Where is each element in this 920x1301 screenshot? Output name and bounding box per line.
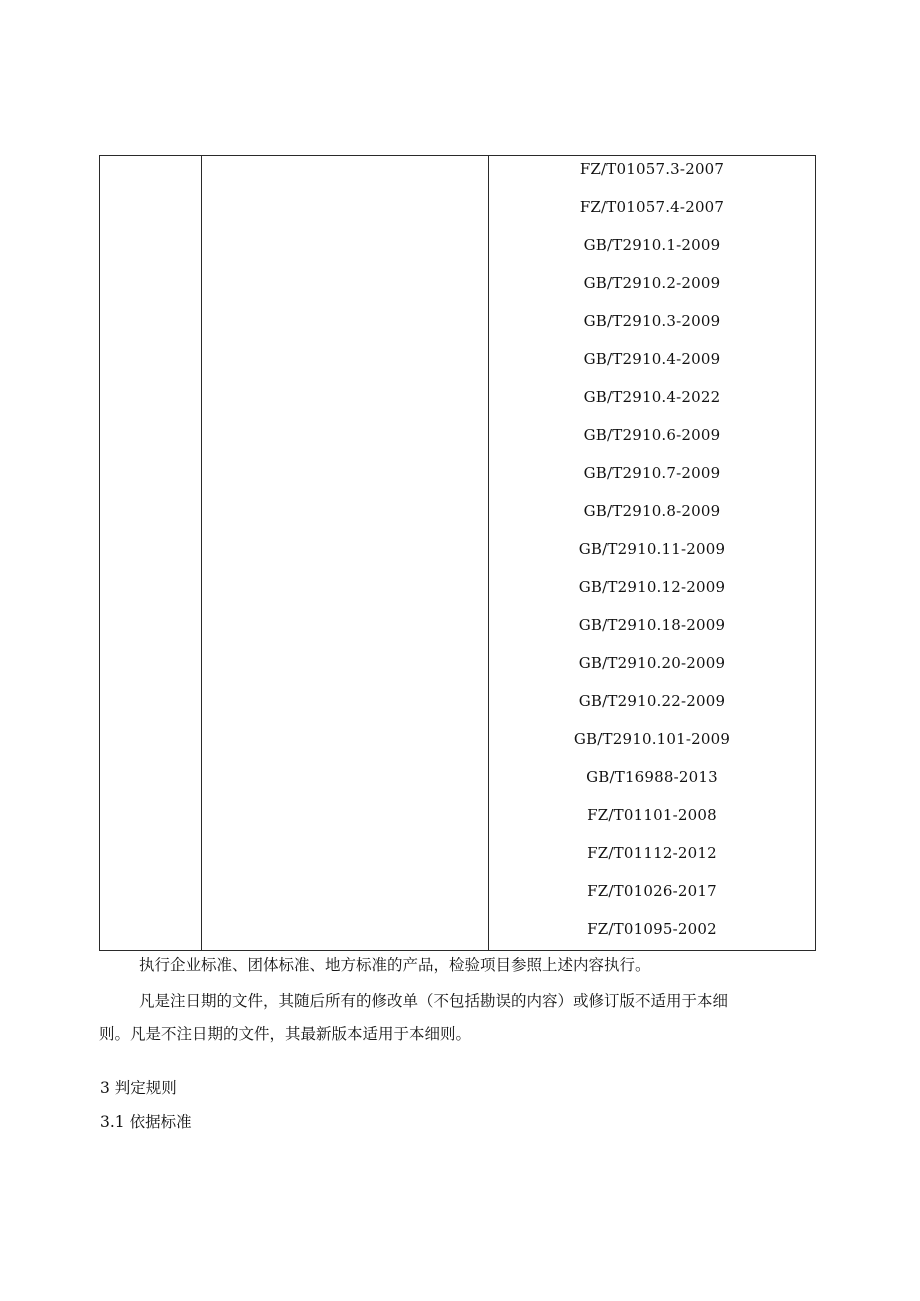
standard-item: GB/T2910.18-2009 [578,616,726,634]
standard-item: GB/T2910.8-2009 [583,502,721,520]
standard-item: FZ/T01101-2008 [587,806,717,824]
standard-item: GB/T2910.6-2009 [583,426,721,444]
section-heading-3: 3 判定规则 [100,1079,177,1097]
standard-item: GB/T2910.7-2009 [583,464,721,482]
standard-item: FZ/T01057.4-2007 [579,198,725,216]
standard-item: GB/T16988-2013 [586,768,718,786]
paragraph-dated-documents-line1: 凡是注日期的文件，其随后所有的修改单（不包括勘误的内容）或修订版不适用于本细 [139,992,729,1010]
standard-item: GB/T2910.4-2009 [583,350,721,368]
standards-table [99,155,816,951]
section-heading-3-1: 3.1 依据标准 [100,1113,192,1131]
standard-item: GB/T2910.11-2009 [578,540,726,558]
standard-item: GB/T2910.3-2009 [583,312,721,330]
standard-item: GB/T2910.4-2022 [583,388,721,406]
standard-item: GB/T2910.1-2009 [583,236,721,254]
paragraph-enterprise-standards: 执行企业标准、团体标准、地方标准的产品，检验项目参照上述内容执行。 [139,956,651,974]
standard-item: FZ/T01095-2002 [587,920,717,938]
standard-item: GB/T2910.101-2009 [573,730,731,748]
standard-item: GB/T2910.20-2009 [578,654,726,672]
paragraph-dated-documents-line2: 则。凡是不注日期的文件，其最新版本适用于本细则。 [99,1025,472,1043]
standard-item: FZ/T01026-2017 [587,882,717,900]
standard-item: FZ/T01057.3-2007 [579,160,725,178]
standard-item: GB/T2910.12-2009 [578,578,726,596]
standard-item: FZ/T01112-2012 [587,844,717,862]
standard-item: GB/T2910.22-2009 [578,692,726,710]
table-column-divider-1 [201,156,202,950]
standard-item: GB/T2910.2-2009 [583,274,721,292]
standards-column [489,156,815,950]
